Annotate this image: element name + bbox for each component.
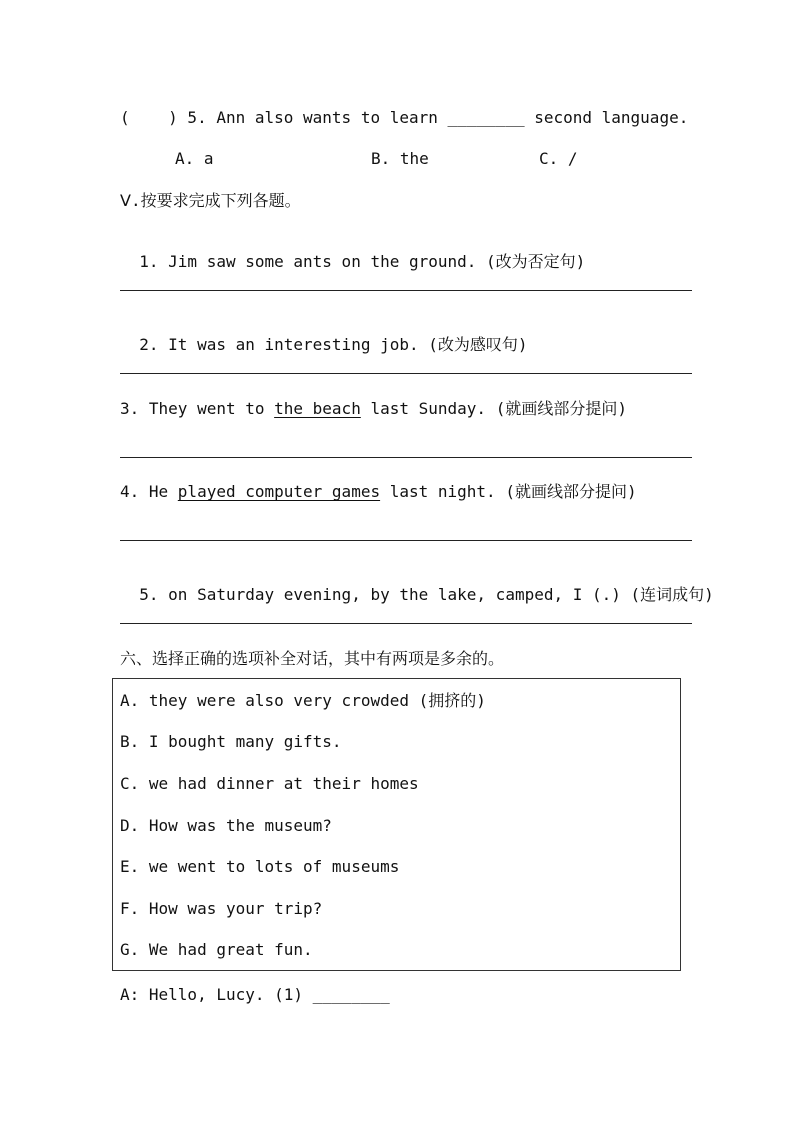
section-6-title: 六、选择正确的选项补全对话，其中有两项是多余的。 — [120, 649, 505, 668]
answer-line-1 — [120, 290, 692, 291]
answer-line-3 — [120, 457, 692, 458]
task-1: 1. Jim saw some ants on the ground. (改为否定句) — [139, 252, 586, 271]
box-option-e: E. we went to lots of museums — [120, 857, 400, 876]
box-option-a: A. they were also very crowded (拥挤的) — [120, 691, 486, 710]
options-box — [112, 678, 681, 971]
underlined-phrase: the beach — [274, 399, 361, 418]
task-5: 5. on Saturday evening, by the lake, camped, I (.) (连词成句) — [139, 585, 714, 604]
option-a: A. a — [175, 149, 214, 168]
task-2: 2. It was an interesting job. (改为感叹句) — [139, 335, 528, 354]
task-4: 4. He played computer games last night. (就画线部分提问) — [120, 482, 637, 501]
box-option-b: B. I bought many gifts. — [120, 732, 342, 751]
question-5: ( ) 5. Ann also wants to learn ________ second language. — [120, 108, 689, 127]
question-5-options — [175, 149, 735, 169]
box-option-g: G. We had great fun. — [120, 940, 313, 959]
answer-line-2 — [120, 373, 692, 374]
section-5-title: Ⅴ.按要求完成下列各题。 — [120, 191, 301, 210]
box-option-f: F. How was your trip? — [120, 899, 323, 918]
answer-line-4 — [120, 540, 692, 541]
underlined-phrase: played computer games — [177, 482, 381, 501]
box-option-c: C. we had dinner at their homes — [120, 774, 419, 793]
box-option-d: D. How was the museum? — [120, 816, 332, 835]
option-b: B. the — [371, 149, 429, 168]
dialog-line-1: A: Hello, Lucy. (1) ________ — [120, 985, 390, 1004]
answer-line-5 — [120, 623, 692, 624]
option-c: C. / — [539, 149, 578, 168]
task-3: 3. They went to the beach last Sunday. (就画线部分提问) — [120, 399, 627, 418]
